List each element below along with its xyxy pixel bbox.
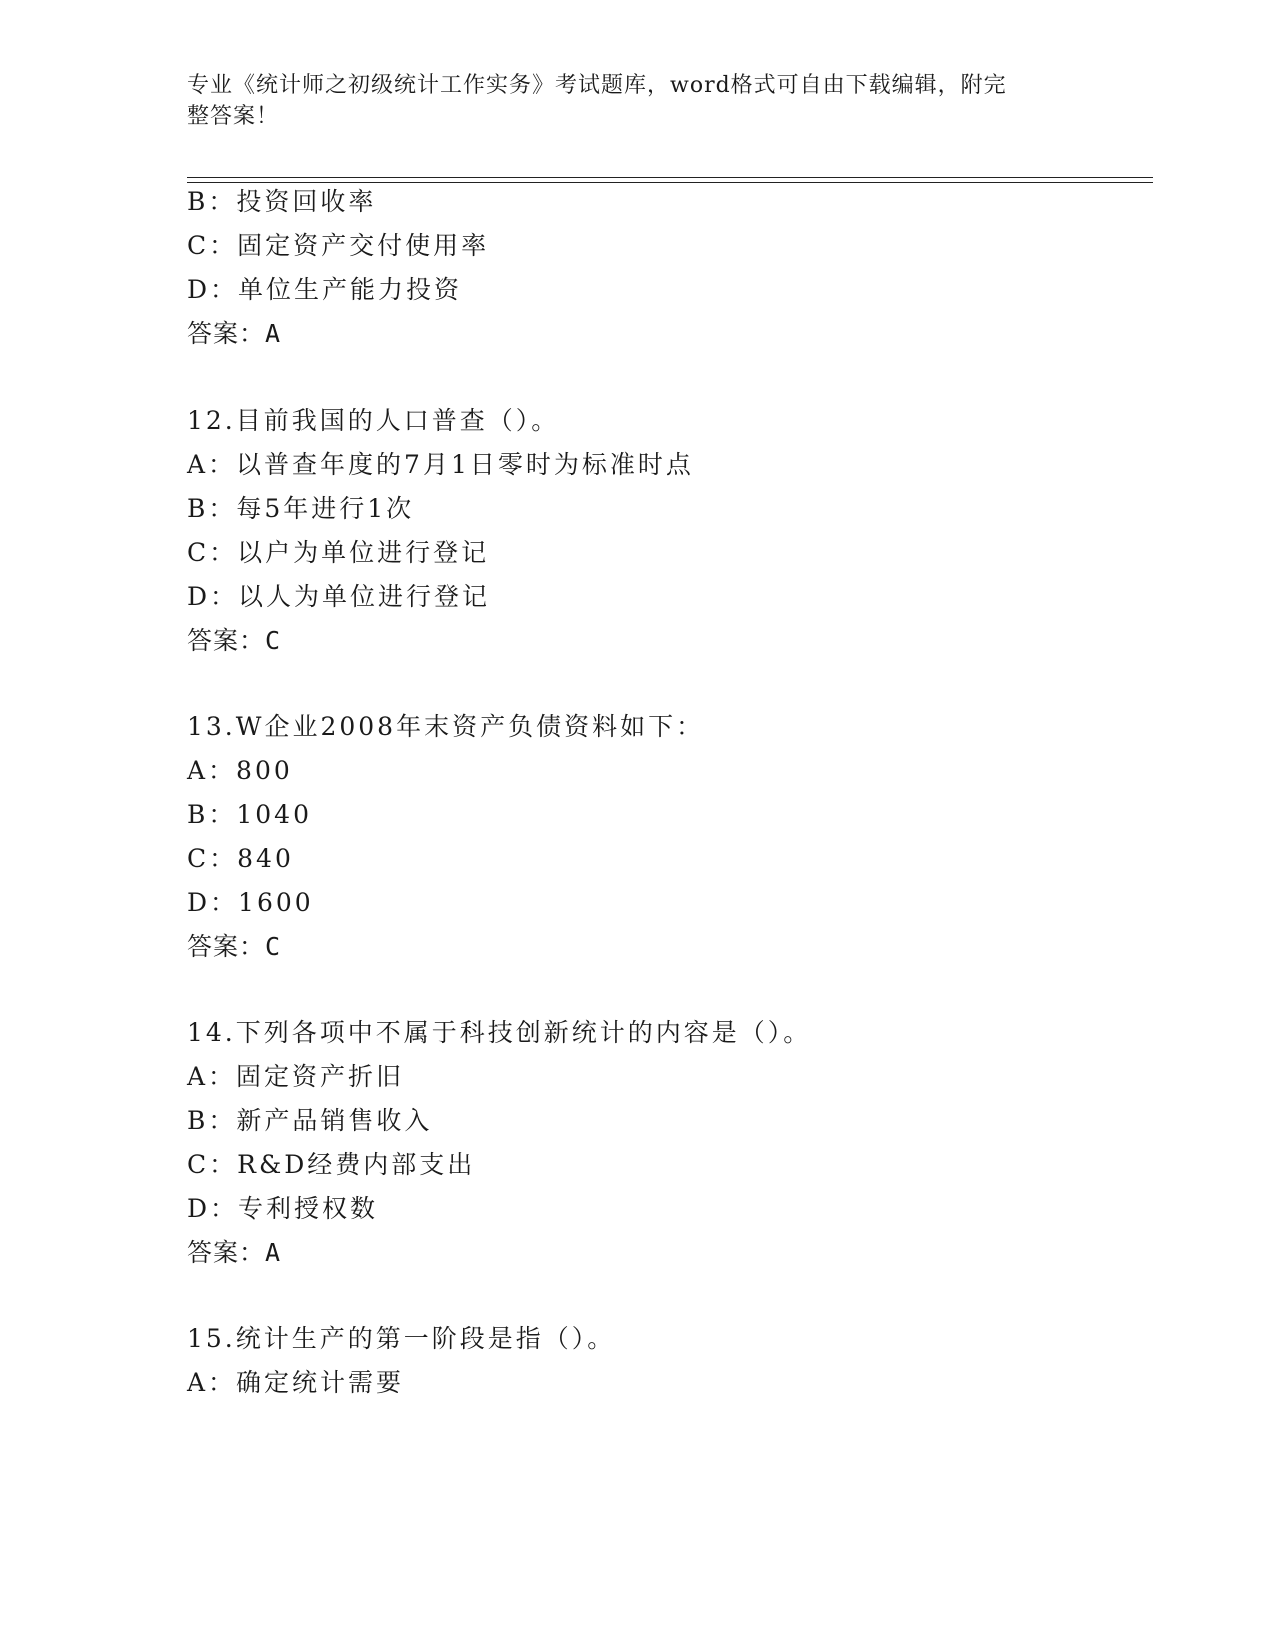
question-13: 13.W企业2008年末资产负债资料如下： bbox=[187, 712, 705, 741]
option-a-q15: A：确定统计需要 bbox=[187, 1368, 405, 1397]
answer-q14: 答案：A bbox=[187, 1238, 282, 1267]
answer-q13: 答案：C bbox=[187, 932, 282, 961]
answer-q11: 答案：A bbox=[187, 319, 282, 348]
option-c-q11: C：固定资产交付使用率 bbox=[187, 231, 490, 260]
option-b-q13: B：1040 bbox=[187, 800, 312, 829]
question-15: 15.统计生产的第一阶段是指（）。 bbox=[187, 1324, 616, 1353]
option-a-q14: A：固定资产折旧 bbox=[187, 1062, 405, 1091]
option-b-q14: B：新产品销售收入 bbox=[187, 1106, 433, 1135]
header-line-2: 整答案！ bbox=[187, 104, 280, 129]
option-b-q12: B：每5年进行1次 bbox=[187, 494, 415, 523]
header-divider-bottom bbox=[187, 182, 1153, 183]
option-d-q11: D：单位生产能力投资 bbox=[187, 275, 463, 304]
option-c-q14: C：R&D经费内部支出 bbox=[187, 1150, 476, 1179]
option-d-q12: D：以人为单位进行登记 bbox=[187, 582, 491, 611]
option-a-q13: A：800 bbox=[187, 756, 293, 785]
question-14: 14.下列各项中不属于科技创新统计的内容是（）。 bbox=[187, 1018, 812, 1047]
question-12: 12.目前我国的人口普查（）。 bbox=[187, 406, 560, 435]
option-c-q12: C：以户为单位进行登记 bbox=[187, 538, 490, 567]
option-d-q14: D：专利授权数 bbox=[187, 1194, 379, 1223]
header-line-1: 专业《统计师之初级统计工作实务》考试题库，word格式可自由下载编辑，附完 bbox=[187, 73, 1007, 98]
option-c-q13: C：840 bbox=[187, 844, 294, 873]
option-d-q13: D：1600 bbox=[187, 888, 314, 917]
answer-q12: 答案：C bbox=[187, 626, 282, 655]
document-header bbox=[187, 70, 1067, 132]
option-b-q11: B：投资回收率 bbox=[187, 187, 377, 216]
option-a-q12: A：以普查年度的7月1日零时为标准时点 bbox=[187, 450, 694, 479]
header-divider-top bbox=[187, 177, 1153, 178]
